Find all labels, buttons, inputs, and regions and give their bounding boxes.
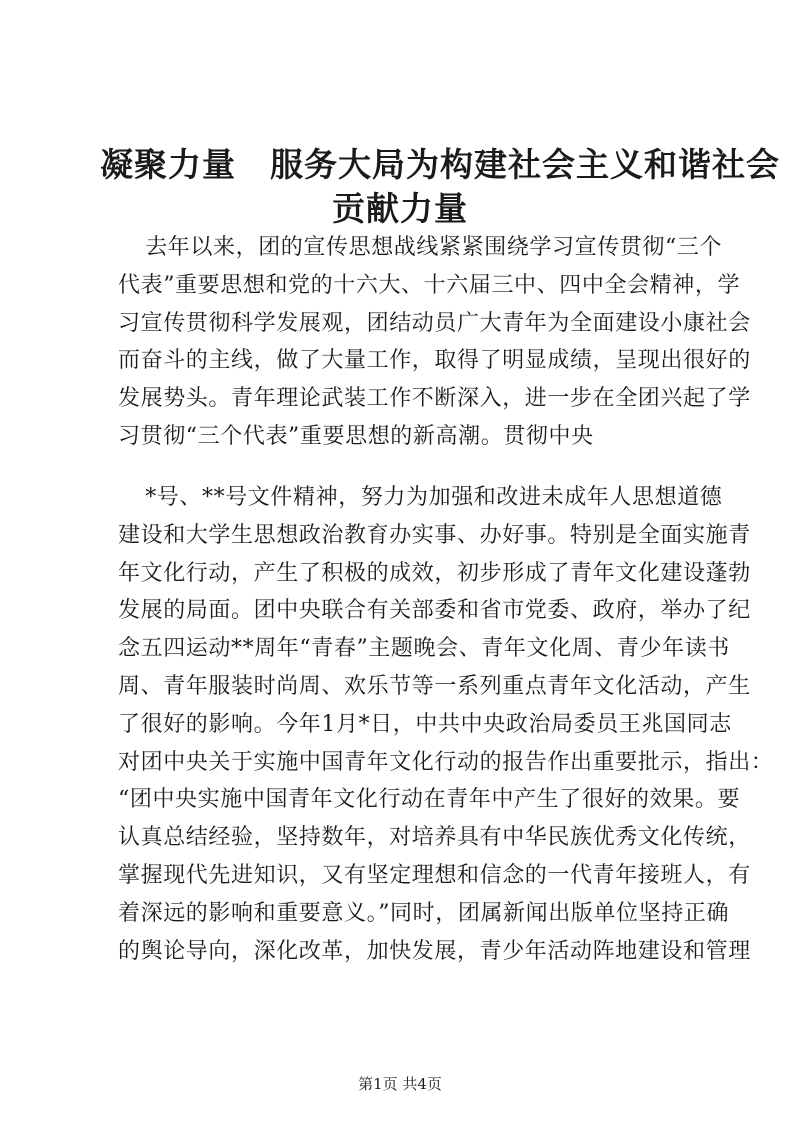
text-line: 掌握现代先进知识，又有坚定理想和信念的一代青年接班人，有 bbox=[118, 862, 751, 888]
text-line: 念五四运动**周年“青春”主题晚会、青年文化周、青少年读书 bbox=[118, 636, 730, 662]
text-line: 习贯彻“三个代表”重要思想的新高潮。贯彻中央 bbox=[118, 423, 594, 449]
text-line: 年文化行动，产生了积极的成效，初步形成了青年文化建设蓬勃 bbox=[118, 560, 751, 586]
text-line: 认真总结经验，坚持数年，对培养具有中华民族优秀文化传统， bbox=[118, 825, 751, 851]
paragraph-2 bbox=[100, 479, 774, 970]
title-line: 贡献力量 bbox=[332, 189, 468, 228]
text-line: 去年以来，团的宣传思想战线紧紧围绕学习宣传贯彻“三个 bbox=[100, 235, 723, 260]
paragraph-1 bbox=[100, 229, 751, 456]
text-line: 习宣传贯彻科学发展观，团结动员广大青年为全面建设小康社会 bbox=[118, 310, 751, 336]
text-line: 发展势头。青年理论武装工作不断深入，进一步在全团兴起了学 bbox=[118, 386, 751, 412]
text-line: 的舆论导向，深化改革，加快发展，青少年活动阵地建设和管理 bbox=[118, 938, 751, 964]
text-line: 发展的局面。团中央联合有关部委和省市党委、政府，举办了纪 bbox=[118, 598, 751, 624]
text-line: “团中央实施中国青年文化行动在青年中产生了很好的效果。要 bbox=[118, 787, 741, 813]
title-line: 凝聚力量 服务大局为构建社会主义和谐社会 bbox=[100, 145, 780, 184]
text-line: 而奋斗的主线，做了大量工作，取得了明显成绩，呈现出很好的 bbox=[118, 348, 751, 374]
text-line: 着深远的影响和重要意义。”同时，团属新闻出版单位坚持正确 bbox=[118, 900, 730, 926]
text-line: 周、青年服装时尚周、欢乐节等一系列重点青年文化活动，产生 bbox=[118, 673, 751, 699]
text-line: 代表”重要思想和党的十六大、十六届三中、四中全会精神，学 bbox=[118, 272, 741, 298]
text-line: *号、**号文件精神，努力为加强和改进未成年人思想道德 bbox=[100, 485, 723, 510]
text-line: 建设和大学生思想政治教育办实事、办好事。特别是全面实施青 bbox=[118, 522, 751, 548]
document-title bbox=[100, 143, 780, 231]
page-footer: 第1页 共4页 bbox=[358, 1075, 442, 1093]
text-line: 了很好的影响。今年1月*日，中共中央政治局委员王兆国同志 bbox=[118, 711, 732, 737]
text-line: 对团中央关于实施中国青年文化行动的报告作出重要批示，指出： bbox=[118, 749, 774, 775]
